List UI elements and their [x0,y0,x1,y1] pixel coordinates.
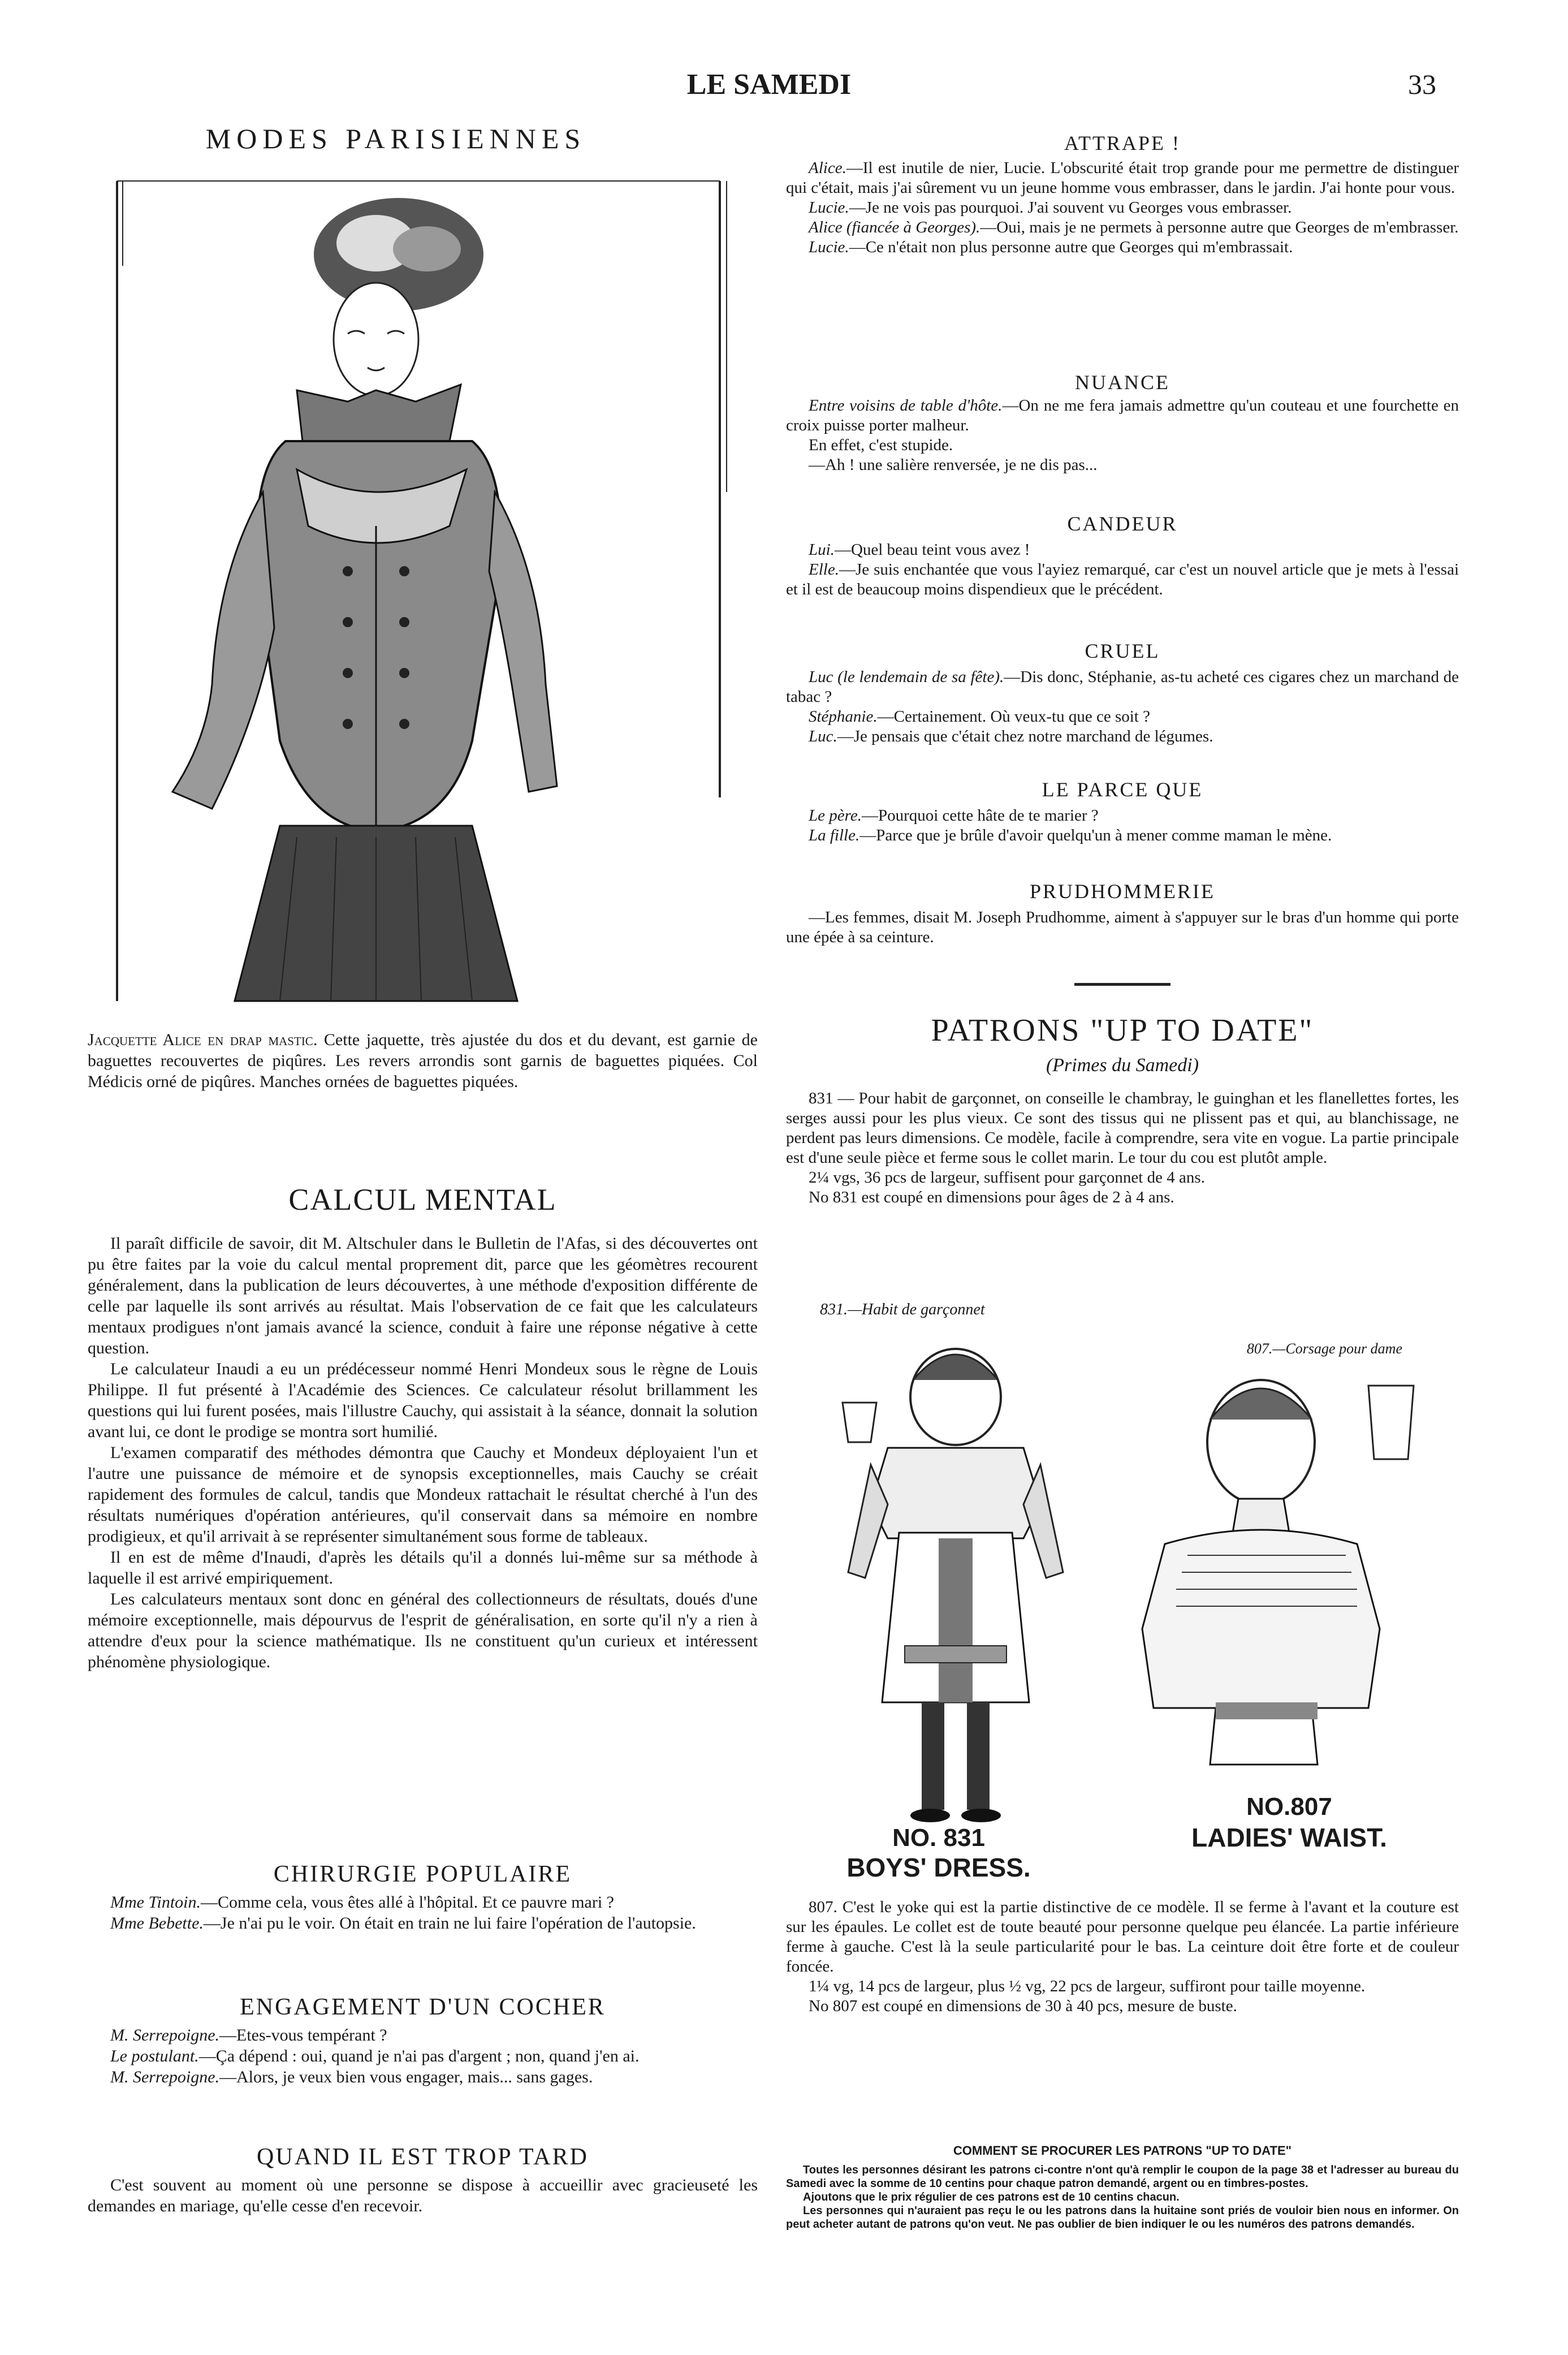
dialogue-line [786,826,1459,846]
dialogue-line [786,540,1459,560]
chirurgie-body [88,1892,758,1934]
line-text: —Parce que je brûle d'avoir quelqu'un à mener comme maman le mène. [859,826,1332,844]
journal-title: LE SAMEDI [686,68,852,101]
pattern-paragraph: No 831 est coupé en dimensions pour âges de 2 à 4 ans. [809,1188,1174,1206]
dialogue-line [786,560,1459,599]
pattern-paragraph: 1¼ vg, 14 pcs de largeur, plus ½ vg, 22 pcs de largeur, suffiront pour taille moyenne. [809,1977,1366,1995]
candeur-body [786,540,1459,599]
speaker: Lucie. [809,238,849,256]
line-text: —Il est inutile de nier, Lucie. L'obscurité était trop grande pour me permettre de distinguer qui c'était, mais j'ai sûrement vu un jeune homme vous embrasser, dans le jardin. J'ai honte pour vous. [786,159,1459,197]
pattern-paragraph: 807. C'est le yoke qui est la partie distinctive de ce modèle. Il se ferme à l'avant et la couture est sur les épaules. Le collet est de toute beauté pour personne quelque peu élancée. La partie inférieure ferme à gauche. C'est là la seule particularité pour le bas. La ceinture doit être forte et de couleur foncée. [786,1898,1459,1976]
dialogue-line [786,806,1459,826]
ladies-waist-drawing [1131,1369,1436,1821]
dialogue-line [786,198,1459,218]
attrape-body [786,158,1459,257]
line-text: —Je n'ai pu le voir. On était en train ne lui faire l'opération de l'autopsie. [203,1914,696,1933]
speaker: Lui. [809,541,835,559]
dialogue-line [786,218,1459,238]
dialogue-line [786,396,1459,435]
dialogue-line [786,707,1459,727]
speaker: Mme Tintoin. [110,1893,201,1912]
caption-lead: Jacquette Alice en drap mastic. [88,1030,318,1049]
engagement-body [88,2025,758,2087]
cruel-body [786,667,1459,747]
dialogue-line [88,2025,758,2046]
calcul-paragraph: Les calculateurs mentaux sont donc en général des collectionneurs de résultats, doués d'une mémoire exceptionnelle, mais dépourvus de l'esprit de généralisation, en sorte qu'il n'y a rien à attendre d'eux pour la science mathématique. Ils ne constituent qu'un curieux et intéressent phénomène physiologique. [88,1590,758,1671]
modes-caption [88,1029,758,1092]
patrons-title: PATRONS "UP TO DATE" [931,1013,1314,1048]
dialogue-line [88,2067,758,2087]
nuance-title: NUANCE [1075,371,1170,394]
speaker: Luc. [809,727,837,745]
calcul-paragraph: Le calculateur Inaudi a eu un prédécesseur nommé Henri Mondeux sous le règne de Louis Philippe. Il fut présenté à l'Académie des Sciences. Ce calculateur résolut brillamment les questions qui lui furent posées, mais l'illustre Cauchy, qui assistait à la séance, donnait la solution avant lui, ce dont le prodige se montra sort humilié. [88,1360,758,1441]
quand-title: QUAND IL EST TROP TARD [257,2144,589,2170]
pattern-paragraph: 831 — Pour habit de garçonnet, on conseille le chambray, le guinghan et les flanellettes fortes, les serges aussi pour les plus vieux. Ce sont des tissus qui ne plissent pas et qui, au blanchissage, ne perdent pas leurs dimensions. Ce modèle, facile à comprendre, sera vite en vogue. La partie principale est d'une seule pièce et ferme sous le collet marin. Le tour du cou est plutôt ample. [786,1089,1459,1167]
line-text: —Ça dépend : oui, quand je n'ai pas d'argent ; non, quand j'en ai. [198,2047,640,2065]
dialogue-line [786,455,1459,475]
nuance-body [786,396,1459,475]
speaker: Le père. [809,806,862,825]
speaker: Alice (fiancée à Georges). [809,218,980,236]
line-text: En effet, c'est stupide. [809,436,953,454]
calcul-paragraph: Il paraît difficile de savoir, dit M. Altschuler dans le Bulletin de l'Afas, si des découvertes ont pu être faites par la voie du calcul mental proprement dit, parce que les géomètres recourent généralement, dans la publication de leurs découvertes, à une méthode d'exposition différente de celle par laquelle ils sont arrivés au résultat. Mais l'observation de ce fait que les calculateurs mentaux prodigues n'ont jamais avancé la science, conduit à faire une réponse négative à cette question. [88,1234,758,1357]
speaker: Stéphanie. [809,708,878,726]
prudhommerie-title: PRUDHOMMERIE [1029,880,1216,903]
fashion-illustration [110,175,732,1007]
label-807-name: LADIES' WAIST. [1191,1823,1387,1852]
line-text: —Oui, mais je ne permets à personne autre que Georges de m'embrasser. [980,218,1459,236]
fig807-caption: 807.—Corsage pour dame [1246,1340,1402,1357]
line-text: —Je suis enchantée que vous l'ayiez remarqué, car c'est un nouvel article que je mets à l'essai et il est de beaucoup moins dispendieux que le précédent. [786,560,1459,598]
pattern-paragraph: 2¼ vgs, 36 pcs de largeur, suffisent pour garçonnet de 4 ans. [809,1168,1205,1187]
modes-title: MODES PARISIENNES [205,123,586,154]
calcul-body [88,1233,758,1672]
chirurgie-title: CHIRURGIE POPULAIRE [273,1861,572,1887]
dialogue-line [786,667,1459,707]
line-text: —Comme cela, vous êtes allé à l'hôpital. Et ce pauvre mari ? [201,1893,614,1912]
boys-dress-drawing [837,1335,1074,1827]
speaker: M. Serrepoigne. [110,2026,220,2045]
label-831-number: NO. 831 [892,1824,985,1852]
label-831-name: BOYS' DRESS. [846,1853,1031,1882]
attrape-title: ATTRAPE ! [1064,132,1181,154]
line-text: —Ce n'était non plus personne autre que Georges qui m'embrassait. [849,238,1293,256]
dialogue-line [786,435,1459,455]
patrons-831-body [786,1089,1459,1207]
line-text: —Quel beau teint vous avez ! [834,541,1030,559]
candeur-title: CANDEUR [1067,512,1178,535]
engagement-title: ENGAGEMENT D'UN COCHER [240,1994,606,2020]
speaker: Luc (le lendemain de sa fête). [809,668,1004,686]
boys-dress-illustration [837,1335,1074,1827]
speaker: La fille. [809,826,860,844]
dialogue-line [88,2046,758,2067]
calcul-paragraph: L'examen comparatif des méthodes démontra que Cauchy et Mondeux déployaient l'un et l'autre une puissance de mémoire et de synopsis exceptionnelles, mais Cauchy se créait rapidement des formules de calcul, tandis que Mondeux rattachait le résultat cherché à l'un des résultats numériques d'opération antérieures, qu'il conservait dans sa mémoire en nombre prodigieux, et qu'il arrivait à se représenter simultanément sous forme de tableaux. [88,1443,758,1546]
dialogue-line [786,238,1459,257]
comment-line: Ajoutons que le prix régulier de ces patrons est de 10 centins chacun. [803,2191,1180,2203]
dialogue-line [786,158,1459,198]
speaker: Le postulant. [110,2047,199,2065]
line-text: —Je pensais que c'était chez notre marchand de légumes. [837,727,1213,745]
line-text: —Pourquoi cette hâte de te marier ? [861,806,1099,825]
speaker: Entre voisins de table d'hôte. [809,396,1003,415]
comment-title: COMMENT SE PROCURER LES PATRONS "UP TO DATE" [953,2143,1292,2158]
caption-text: Cette jaquette, très ajustée du dos et du devant, est garnie de baguettes recouvertes de piqûres. Les revers arrondis sont garnis de baguettes piquées. Col Médicis orné de piqûres. Manches ornées de baguettes piquées. [88,1030,758,1091]
line-text: —Ah ! une salière renversée, je ne dis pas... [809,456,1098,474]
section-divider [1074,983,1170,986]
prudhommerie-text: —Les femmes, disait M. Joseph Prudhomme, aiment à s'appuyer sur le bras d'un homme qui porte une épée à sa ceinture. [786,908,1459,946]
ladies-waist-illustration [1131,1369,1436,1821]
calcul-title: CALCUL MENTAL [288,1183,557,1217]
line-text: —Alors, je veux bien vous engager, mais... sans gages. [219,2068,593,2086]
speaker: Lucie. [809,199,849,217]
line-text: —Je ne vois pas pourquoi. J'ai souvent vu Georges vous embrasser. [849,199,1292,217]
line-text: —Certainement. Où veux-tu que ce soit ? [877,708,1150,726]
patrons-subtitle: (Primes du Samedi) [1046,1055,1199,1076]
fig831-caption: 831.—Habit de garçonnet [820,1301,985,1318]
dialogue-line [88,1913,758,1934]
line-text: —On ne me fera jamais admettre qu'un couteau et une fourchette en croix puisse porter malheur. [786,396,1459,434]
speaker: M. Serrepoigne. [110,2068,220,2086]
speaker: Alice. [809,159,846,177]
patrons-807-body [786,1897,1459,2016]
comment-body [786,2163,1459,2231]
parce-body [786,806,1459,846]
label-807-number: NO.807 [1246,1793,1332,1821]
cruel-title: CRUEL [1085,640,1160,662]
speaker: Mme Bebette. [110,1914,204,1933]
page-number: 33 [1408,68,1436,100]
line-text: —Dis donc, Stéphanie, as-tu acheté ces cigares chez un marchand de tabac ? [786,668,1459,706]
comment-line: Les personnes qui n'auraient pas reçu le ou les patrons dans la huitaine sont priés de vouloir bien nous en informer. On peut acheter autant de patrons qu'on veut. Ne pas oublier de bien indiquer le ou les numéros des patrons demandés. [786,2205,1459,2231]
comment-line: Toutes les personnes désirant les patrons ci-contre n'ont qu'à remplir le coupon de la page 38 et l'adresser au bureau du Samedi avec la somme de 10 centins pour chaque patron demandé, argent ou en timbres-postes. [786,2164,1459,2190]
calcul-paragraph: Il en est de même d'Inaudi, d'après les détails qu'il a donnés lui-même sur sa méthode à laquelle il est arrivé empiriquement. [88,1548,758,1588]
jacket-drawing [110,175,732,1007]
pattern-paragraph: No 807 est coupé en dimensions de 30 à 40 pcs, mesure de buste. [809,1997,1237,2015]
dialogue-line [88,1892,758,1913]
line-text: —Etes-vous tempérant ? [219,2026,387,2045]
parce-title: LE PARCE QUE [1042,778,1203,801]
quand-text: C'est souvent au moment où une personne se dispose à accueillir avec gracieuseté les demandes en mariage, qu'elle cesse d'en recevoir. [88,2176,758,2215]
dialogue-line [786,727,1459,747]
speaker: Elle. [809,560,839,579]
